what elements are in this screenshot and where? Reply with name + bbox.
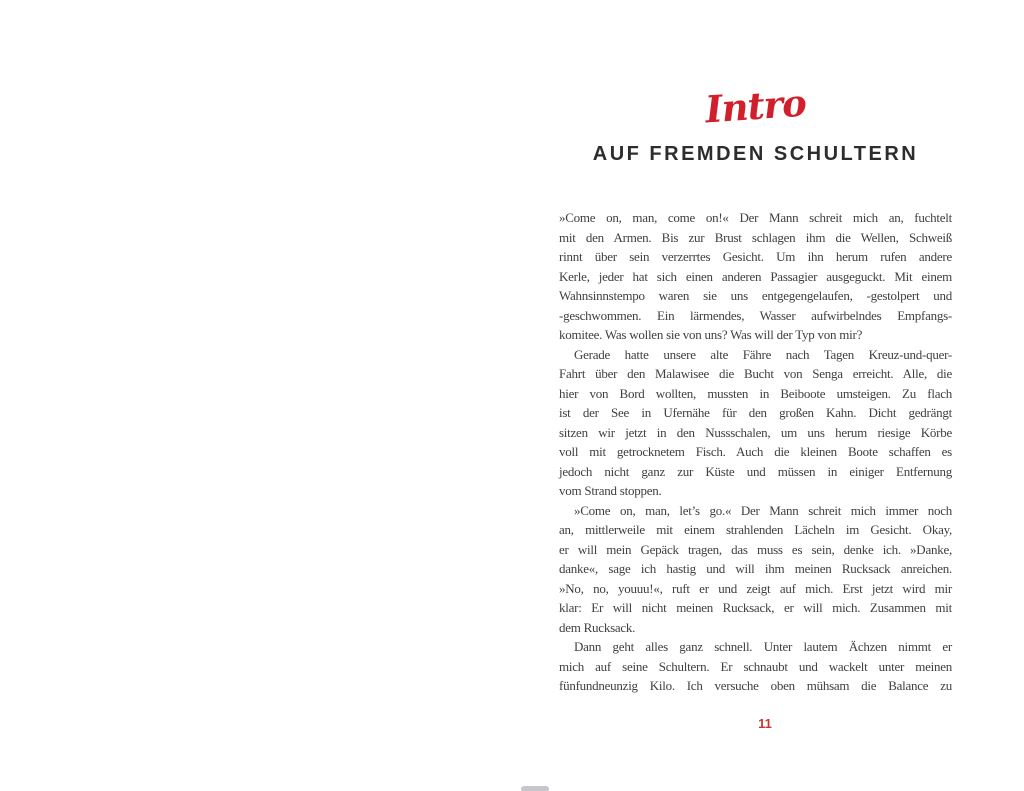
body-line: hier von Bord wollten, mussten in Beiboote umsteigen. Zu flach <box>559 385 952 401</box>
body-line: »No, no, youuu!«, ruft er und zeigt auf mich. Erst jetzt wird mir <box>559 580 952 596</box>
page-number: 11 <box>758 716 772 731</box>
blank-left-page <box>0 0 500 791</box>
right-page-content <box>559 0 952 791</box>
body-line: Fahrt über den Malawisee die Bucht von Senga erreicht. Alle, die <box>559 366 952 381</box>
body-line: -geschwommen. Ein lärmendes, Wasser aufwirbelndes Empfangs- <box>559 307 952 323</box>
body-line: er will mein Gepäck tragen, das muss es sein, denke ich. »Danke, <box>559 541 952 557</box>
body-line: jedoch nicht ganz zur Küste und müssen in einiger Entfernung <box>559 463 952 479</box>
body-line: ist der See in Ufernähe für den großen Kahn. Dicht gedrängt <box>559 405 952 420</box>
body-line: danke«, sage ich hastig und will ihm meinen Rucksack anreichen. <box>559 561 952 576</box>
body-line: sitzen wir jetzt in den Nussschalen, um uns herum riesige Körbe <box>559 424 952 440</box>
body-line: an, mittlerweile mit einem strahlenden Lächeln im Gesicht. Okay, <box>559 522 952 537</box>
paragraph <box>559 345 952 501</box>
chapter-title: AUF FREMDEN SCHULTERN <box>592 143 919 165</box>
body-line: fünfundneunzig Kilo. Ich versuche oben mühsam die Balance zu <box>559 678 952 693</box>
body-text <box>559 208 952 696</box>
body-line: Wahnsinnstempo waren sie uns entgegengelaufen, -gestolpert und <box>559 288 952 303</box>
body-line: mich auf seine Schultern. Er schnaubt und wackelt unter meinen <box>559 658 952 674</box>
page-indicator-bar <box>521 786 549 791</box>
chapter-intro-script-heading: Intro <box>703 80 808 132</box>
paragraph <box>559 208 952 345</box>
body-line: dem Rucksack. <box>559 619 636 635</box>
body-line: klar: Er will nicht meinen Rucksack, er will mich. Zusammen mit <box>559 600 952 615</box>
body-line: mit den Armen. Bis zur Brust schlagen ihm die Wellen, Schweiß <box>559 229 952 245</box>
body-line: voll mit getrocknetem Fisch. Auch die kleinen Boote schaffen es <box>559 444 952 459</box>
paragraph <box>559 637 952 696</box>
body-line: »Come on, man, let’s go.« Der Mann schreit mich immer noch <box>574 502 952 518</box>
body-line: rinnt über sein verzerrtes Gesicht. Um ihn herum rufen andere <box>559 249 952 264</box>
body-line: »Come on, man, come on!« Der Mann schreit mich an, fuchtelt <box>559 210 952 225</box>
body-line: komitee. Was wollen sie von uns? Was will der Typ von mir? <box>559 327 863 342</box>
body-line: Gerade hatte unsere alte Fähre nach Tagen Kreuz-und-quer- <box>574 346 952 362</box>
body-line: vom Strand stoppen. <box>559 483 662 498</box>
paragraph <box>559 501 952 638</box>
body-line: Dann geht alles ganz schnell. Unter lautem Ächzen nimmt er <box>574 639 952 654</box>
body-line: Kerle, jeder hat sich einen anderen Passagier ausgeguckt. Mit einem <box>559 268 952 284</box>
